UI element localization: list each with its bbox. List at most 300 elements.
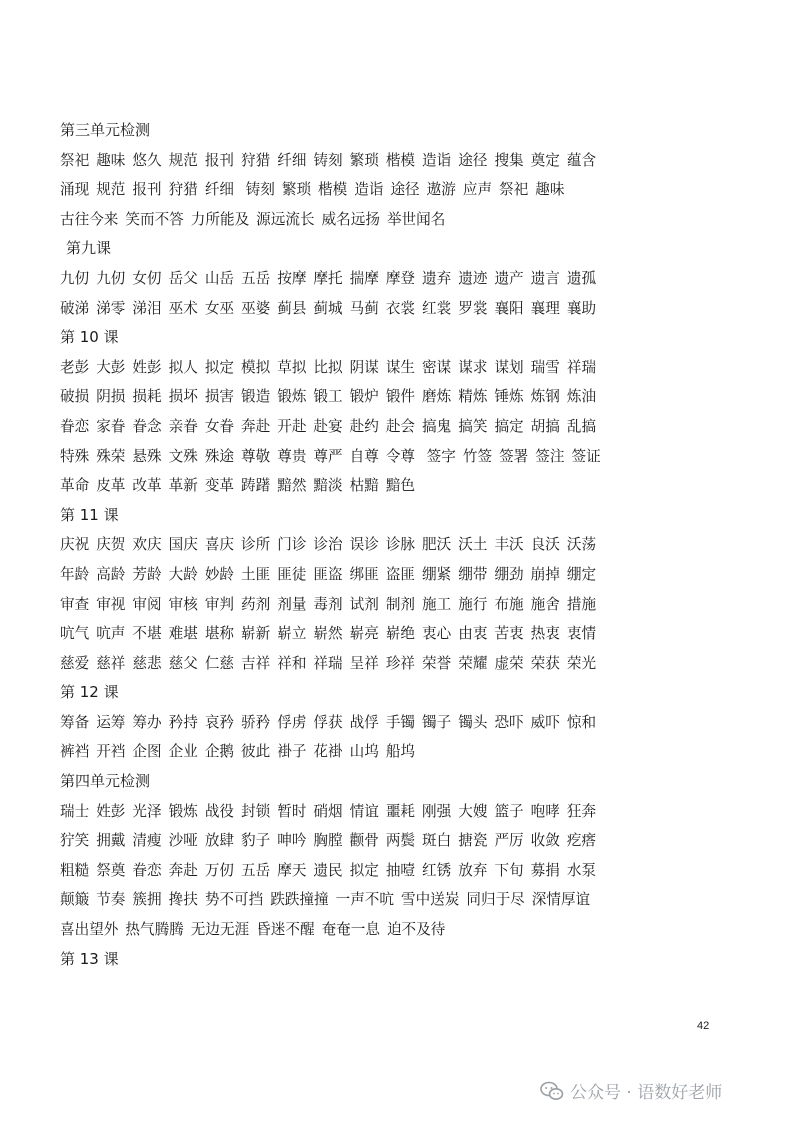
word-row <box>60 264 760 294</box>
word-term: 诊所 <box>241 536 271 554</box>
word-term: 封锁 <box>241 802 271 820</box>
word-term: 篮子 <box>494 802 524 820</box>
word-term: 九仞 <box>96 269 126 287</box>
section-heading: 第三单元检测 <box>60 121 151 139</box>
watermark <box>540 1078 722 1103</box>
word-term: 拟人 <box>168 358 198 376</box>
word-term: 文殊 <box>168 447 198 465</box>
word-term: 吭声 <box>96 625 126 643</box>
word-term: 呈祥 <box>349 654 379 672</box>
section-heading: 第四单元检测 <box>60 772 151 791</box>
word-term: 绷定 <box>566 565 597 583</box>
word-term: 无边无涯 <box>190 921 250 939</box>
word-term: 蓟城 <box>313 299 343 317</box>
word-term: 皮革 <box>96 477 126 495</box>
word-term: 悠久 <box>132 151 162 169</box>
word-term: 涕泪 <box>132 299 162 317</box>
word-term: 虚荣 <box>494 654 524 672</box>
word-term: 衣裳 <box>385 299 416 317</box>
word-row <box>60 797 760 827</box>
word-term: 襄阳 <box>494 299 524 317</box>
word-term: 裤裆 <box>60 743 90 761</box>
word-term: 遗弃 <box>422 269 452 287</box>
word-term: 革新 <box>168 477 198 495</box>
word-term: 途径 <box>390 181 420 199</box>
word-term: 铸刻 <box>241 181 275 199</box>
word-term: 褂子 <box>277 743 307 761</box>
word-term: 沃荡 <box>566 536 597 554</box>
word-term: 黯然 <box>277 477 307 495</box>
word-term: 乱搞 <box>566 417 597 435</box>
word-term: 报刊 <box>132 181 162 199</box>
word-row <box>60 412 760 442</box>
word-term: 慈悲 <box>132 654 162 672</box>
word-term: 古往今来 <box>60 210 119 228</box>
word-term: 途径 <box>458 151 488 169</box>
word-term: 惊和 <box>566 713 597 731</box>
word-term: 势不可挡 <box>204 891 264 909</box>
word-term: 崭然 <box>313 625 343 643</box>
word-term: 九仞 <box>60 269 90 287</box>
word-term: 揣摩 <box>349 269 379 287</box>
word-term: 慈祥 <box>96 654 126 672</box>
word-term: 骄矜 <box>241 713 271 731</box>
word-term: 布施 <box>494 595 524 613</box>
word-term: 战役 <box>204 802 235 820</box>
word-term: 力所能及 <box>190 210 250 228</box>
word-term: 试剂 <box>349 595 379 613</box>
word-term: 荣光 <box>566 654 597 672</box>
word-row <box>60 205 760 235</box>
word-term: 筹备 <box>60 713 90 731</box>
word-row <box>60 353 760 383</box>
word-term: 矜持 <box>168 713 198 731</box>
word-term: 黯淡 <box>313 477 343 495</box>
word-term: 谋求 <box>458 358 488 376</box>
word-term: 沃土 <box>458 536 488 554</box>
word-term: 威名远扬 <box>321 210 380 228</box>
word-term: 运筹 <box>96 713 126 731</box>
word-term: 土匪 <box>241 565 271 583</box>
word-row <box>60 530 760 560</box>
word-term: 锻件 <box>385 388 416 406</box>
word-term: 瑞士 <box>60 802 90 820</box>
word-term: 规范 <box>168 151 198 169</box>
word-row <box>60 826 760 856</box>
word-term: 审查 <box>60 595 90 613</box>
word-term: 亲眷 <box>168 417 198 435</box>
word-term: 锻炼 <box>168 802 198 820</box>
word-term: 毒剂 <box>313 595 343 613</box>
word-term: 大彭 <box>96 358 126 376</box>
word-term: 斑白 <box>422 832 452 850</box>
word-term: 昏迷不醒 <box>256 921 315 939</box>
word-term: 盗匪 <box>385 565 416 583</box>
word-row <box>60 856 760 886</box>
word-term: 锻工 <box>313 388 343 406</box>
word-term: 锻炼 <box>277 388 307 406</box>
word-term: 马蓟 <box>349 299 379 317</box>
word-term: 五岳 <box>241 861 271 879</box>
word-term: 遨游 <box>426 181 456 199</box>
word-row <box>60 442 760 472</box>
word-list-page <box>60 116 760 974</box>
word-term: 尊敬 <box>241 447 271 465</box>
section-heading: 第九课 <box>66 239 112 258</box>
word-term: 遗言 <box>530 269 560 287</box>
section-heading: 第 13 课 <box>60 949 119 968</box>
word-term: 暂时 <box>277 802 307 820</box>
word-term: 诊治 <box>313 536 343 554</box>
word-term: 崭亮 <box>349 625 379 643</box>
word-term: 慈爱 <box>60 654 90 672</box>
word-term: 祥瑞 <box>566 358 597 376</box>
word-row <box>60 915 760 945</box>
word-term: 眷念 <box>132 417 162 435</box>
word-term: 丰沃 <box>494 536 524 554</box>
page-number: 42 <box>697 1020 710 1032</box>
word-term: 涌现 <box>60 181 90 199</box>
word-term: 狂奔 <box>566 802 597 820</box>
word-term: 襄助 <box>566 299 597 317</box>
word-term: 恐吓 <box>494 713 524 731</box>
word-term: 殊荣 <box>96 447 126 465</box>
word-term: 狩猎 <box>241 151 271 169</box>
word-term: 误诊 <box>349 536 379 554</box>
word-term: 锤炼 <box>494 388 524 406</box>
word-term: 奄奄一息 <box>321 921 380 939</box>
word-term: 喜出望外 <box>60 921 119 939</box>
word-term: 募捐 <box>530 861 560 879</box>
word-term: 绑匪 <box>349 565 379 583</box>
word-term: 措施 <box>566 595 597 613</box>
word-term: 楷模 <box>385 151 416 169</box>
word-term: 绷劲 <box>494 565 524 583</box>
word-row <box>60 382 760 412</box>
word-term: 节奏 <box>96 891 126 909</box>
word-term: 遗产 <box>494 269 524 287</box>
word-term: 俘获 <box>313 713 343 731</box>
word-term: 红裳 <box>422 299 452 317</box>
word-term: 悬殊 <box>132 447 162 465</box>
word-term: 呻吟 <box>277 832 307 850</box>
word-term: 眷恋 <box>60 417 90 435</box>
word-row <box>60 590 760 620</box>
word-term: 自尊 <box>349 447 379 465</box>
word-term: 收敛 <box>530 832 560 850</box>
word-term: 破损 <box>60 388 90 406</box>
word-term: 造诣 <box>354 181 384 199</box>
word-term: 由衷 <box>458 625 488 643</box>
word-term: 摩登 <box>385 269 416 287</box>
word-term: 祥瑞 <box>313 654 343 672</box>
word-term: 摩托 <box>313 269 343 287</box>
word-term: 开赴 <box>277 417 307 435</box>
word-term: 迫不及待 <box>386 921 446 939</box>
word-term: 剂量 <box>277 595 307 613</box>
word-term: 令尊 <box>385 447 416 465</box>
word-term: 巫术 <box>168 299 198 317</box>
word-term: 摩天 <box>277 861 307 879</box>
word-term: 赴约 <box>349 417 379 435</box>
word-term: 襄理 <box>530 299 560 317</box>
word-term: 施行 <box>458 595 488 613</box>
word-term: 红锈 <box>422 861 452 879</box>
word-term: 庆祝 <box>60 536 90 554</box>
word-term: 同归于尽 <box>466 891 525 909</box>
word-term: 赴宴 <box>313 417 343 435</box>
word-term: 纤细 <box>204 181 235 199</box>
word-term: 绷紧 <box>422 565 452 583</box>
word-term: 粗糙 <box>60 861 90 879</box>
word-term: 楷模 <box>318 181 348 199</box>
word-row <box>60 471 760 501</box>
word-row <box>60 619 760 649</box>
word-term: 山坞 <box>349 743 379 761</box>
word-term: 搞笑 <box>458 417 488 435</box>
word-term: 纤细 <box>277 151 307 169</box>
word-term: 姓彭 <box>132 358 162 376</box>
word-term: 造诣 <box>422 151 452 169</box>
word-term: 崭新 <box>241 625 271 643</box>
word-term: 源远流长 <box>256 210 315 228</box>
word-term: 清瘦 <box>132 832 162 850</box>
word-term: 沙哑 <box>168 832 198 850</box>
word-term: 瑞雪 <box>530 358 560 376</box>
word-row <box>60 708 760 738</box>
word-term: 应声 <box>462 181 493 199</box>
word-term: 咆哮 <box>530 802 560 820</box>
word-term: 衷情 <box>566 625 597 643</box>
word-term: 放弃 <box>458 861 488 879</box>
word-term: 岳父 <box>168 269 198 287</box>
word-term: 老彭 <box>60 358 90 376</box>
word-term: 趣味 <box>535 181 565 199</box>
word-term: 簇拥 <box>132 891 162 909</box>
word-term: 企鹅 <box>204 743 235 761</box>
word-term: 祭奠 <box>96 861 126 879</box>
word-term: 阴谋 <box>349 358 379 376</box>
word-term: 筹办 <box>132 713 162 731</box>
word-term: 改革 <box>132 477 162 495</box>
word-term: 两鬓 <box>385 832 416 850</box>
word-term: 衷心 <box>422 625 452 643</box>
word-term: 遗孤 <box>566 269 597 287</box>
word-term: 施舍 <box>530 595 560 613</box>
wechat-icon <box>540 1081 564 1101</box>
word-term: 搞定 <box>494 417 524 435</box>
word-term: 签署 <box>499 447 529 465</box>
word-term: 战俘 <box>349 713 379 731</box>
word-term: 涕零 <box>96 299 126 317</box>
word-term: 审判 <box>204 595 235 613</box>
word-term: 难堪 <box>168 625 198 643</box>
word-term: 哀矜 <box>204 713 235 731</box>
word-term: 笑而不答 <box>125 210 184 228</box>
word-term: 俘虏 <box>277 713 307 731</box>
word-term: 硝烟 <box>313 802 343 820</box>
word-term: 诊脉 <box>385 536 416 554</box>
word-term: 规范 <box>96 181 126 199</box>
word-term: 蕴含 <box>566 151 597 169</box>
word-term: 女仞 <box>132 269 162 287</box>
word-term: 女眷 <box>204 417 235 435</box>
word-term: 签证 <box>571 447 601 465</box>
word-term: 深情厚谊 <box>531 891 591 909</box>
word-term: 趣味 <box>96 151 126 169</box>
word-term: 拟定 <box>204 358 235 376</box>
word-term: 审视 <box>96 595 126 613</box>
word-term: 姓彭 <box>96 802 126 820</box>
word-term: 庆贺 <box>96 536 126 554</box>
word-term: 镯子 <box>422 713 452 731</box>
word-term: 放肆 <box>204 832 235 850</box>
word-term: 手镯 <box>385 713 416 731</box>
word-term: 签字 <box>422 447 456 465</box>
word-term: 狩猎 <box>168 181 198 199</box>
word-term: 吭气 <box>60 625 90 643</box>
word-term: 炼钢 <box>530 388 560 406</box>
word-term: 黯色 <box>385 477 416 495</box>
word-term: 不堪 <box>132 625 162 643</box>
word-term: 彼此 <box>241 743 271 761</box>
word-term: 按摩 <box>277 269 307 287</box>
word-term: 热衷 <box>530 625 560 643</box>
word-term: 家眷 <box>96 417 126 435</box>
word-row <box>60 175 760 205</box>
word-term: 阴损 <box>96 388 126 406</box>
word-term: 模拟 <box>241 358 271 376</box>
word-term: 高龄 <box>96 565 126 583</box>
word-row <box>60 649 760 679</box>
word-term: 奔赴 <box>241 417 271 435</box>
word-term: 下旬 <box>494 861 524 879</box>
word-term: 崭绝 <box>385 625 416 643</box>
word-term: 蓟县 <box>277 299 307 317</box>
word-term: 慈父 <box>168 654 198 672</box>
word-term: 祥和 <box>277 654 307 672</box>
word-term: 噩耗 <box>385 802 416 820</box>
word-term: 狞笑 <box>60 832 90 850</box>
word-term: 水泵 <box>566 861 597 879</box>
word-term: 豹子 <box>241 832 271 850</box>
word-term: 仁慈 <box>204 654 235 672</box>
word-term: 堪称 <box>204 625 235 643</box>
word-term: 拥戴 <box>96 832 126 850</box>
word-term: 赴会 <box>385 417 416 435</box>
word-term: 芳龄 <box>132 565 162 583</box>
word-term: 刚强 <box>422 802 452 820</box>
word-term: 情谊 <box>349 802 379 820</box>
word-row <box>60 294 760 324</box>
word-term: 国庆 <box>168 536 198 554</box>
word-term: 拟定 <box>349 861 379 879</box>
word-term: 企图 <box>132 743 162 761</box>
word-term: 热气腾腾 <box>125 921 184 939</box>
word-term: 巫婆 <box>241 299 271 317</box>
word-term: 炼油 <box>566 388 597 406</box>
word-term: 船坞 <box>385 743 416 761</box>
word-term: 祭祀 <box>499 181 529 199</box>
word-term: 破涕 <box>60 299 90 317</box>
word-term: 妙龄 <box>204 565 235 583</box>
word-term: 颠簸 <box>60 891 90 909</box>
word-term: 年龄 <box>60 565 90 583</box>
word-term: 药剂 <box>241 595 271 613</box>
word-term: 制剂 <box>385 595 416 613</box>
word-row <box>60 560 760 590</box>
word-term: 损耗 <box>132 388 162 406</box>
word-term: 苦衷 <box>494 625 524 643</box>
word-term: 抽噎 <box>385 861 416 879</box>
word-term: 欢庆 <box>132 536 162 554</box>
word-term: 奔赴 <box>168 861 198 879</box>
word-term: 精炼 <box>458 388 488 406</box>
watermark-text: 公众号 · 语数好老师 <box>570 1083 723 1103</box>
word-term: 搜集 <box>494 151 524 169</box>
word-term: 一声不吭 <box>335 891 394 909</box>
word-term: 变革 <box>204 477 235 495</box>
word-term: 良沃 <box>530 536 560 554</box>
word-term: 奠定 <box>530 151 560 169</box>
word-term: 尊贵 <box>277 447 307 465</box>
word-term: 铸刻 <box>313 151 343 169</box>
word-term: 谋生 <box>385 358 416 376</box>
word-term: 匪徒 <box>277 565 307 583</box>
word-term: 荣誉 <box>422 654 452 672</box>
word-term: 崩掉 <box>530 565 560 583</box>
word-term: 眷恋 <box>132 861 162 879</box>
word-term: 搪瓷 <box>458 832 488 850</box>
word-term: 大嫂 <box>458 802 488 820</box>
word-term: 开裆 <box>96 743 126 761</box>
section-heading: 第 10 课 <box>60 328 119 347</box>
word-term: 审阅 <box>132 595 162 613</box>
word-term: 尊严 <box>313 447 343 465</box>
word-term: 签注 <box>535 447 565 465</box>
word-term: 遗民 <box>313 861 343 879</box>
word-term: 万仞 <box>204 861 235 879</box>
word-term: 大龄 <box>168 565 198 583</box>
word-term: 疙瘩 <box>566 832 597 850</box>
word-term: 崭立 <box>277 625 307 643</box>
word-term: 威吓 <box>530 713 560 731</box>
word-term: 光泽 <box>132 802 162 820</box>
word-term: 搀扶 <box>168 891 198 909</box>
word-term: 繁琐 <box>349 151 379 169</box>
word-term: 绷带 <box>458 565 488 583</box>
word-term: 荣耀 <box>458 654 488 672</box>
word-row <box>60 737 760 767</box>
word-term: 踌躇 <box>241 477 271 495</box>
word-term: 胸膛 <box>313 832 343 850</box>
word-term: 雪中送炭 <box>400 891 460 909</box>
word-term: 谋划 <box>494 358 524 376</box>
word-term: 磨炼 <box>422 388 452 406</box>
word-term: 繁琐 <box>281 181 312 199</box>
section-heading: 第 11 课 <box>60 505 119 524</box>
word-term: 草拟 <box>277 358 307 376</box>
word-term: 胡搞 <box>530 417 560 435</box>
word-term: 珍祥 <box>385 654 416 672</box>
word-term: 密谋 <box>422 358 452 376</box>
word-term: 损坏 <box>168 388 198 406</box>
word-term: 损害 <box>204 388 235 406</box>
word-term: 颧骨 <box>349 832 379 850</box>
word-term: 山岳 <box>204 269 235 287</box>
word-term: 殊途 <box>204 447 235 465</box>
word-term: 审核 <box>168 595 198 613</box>
